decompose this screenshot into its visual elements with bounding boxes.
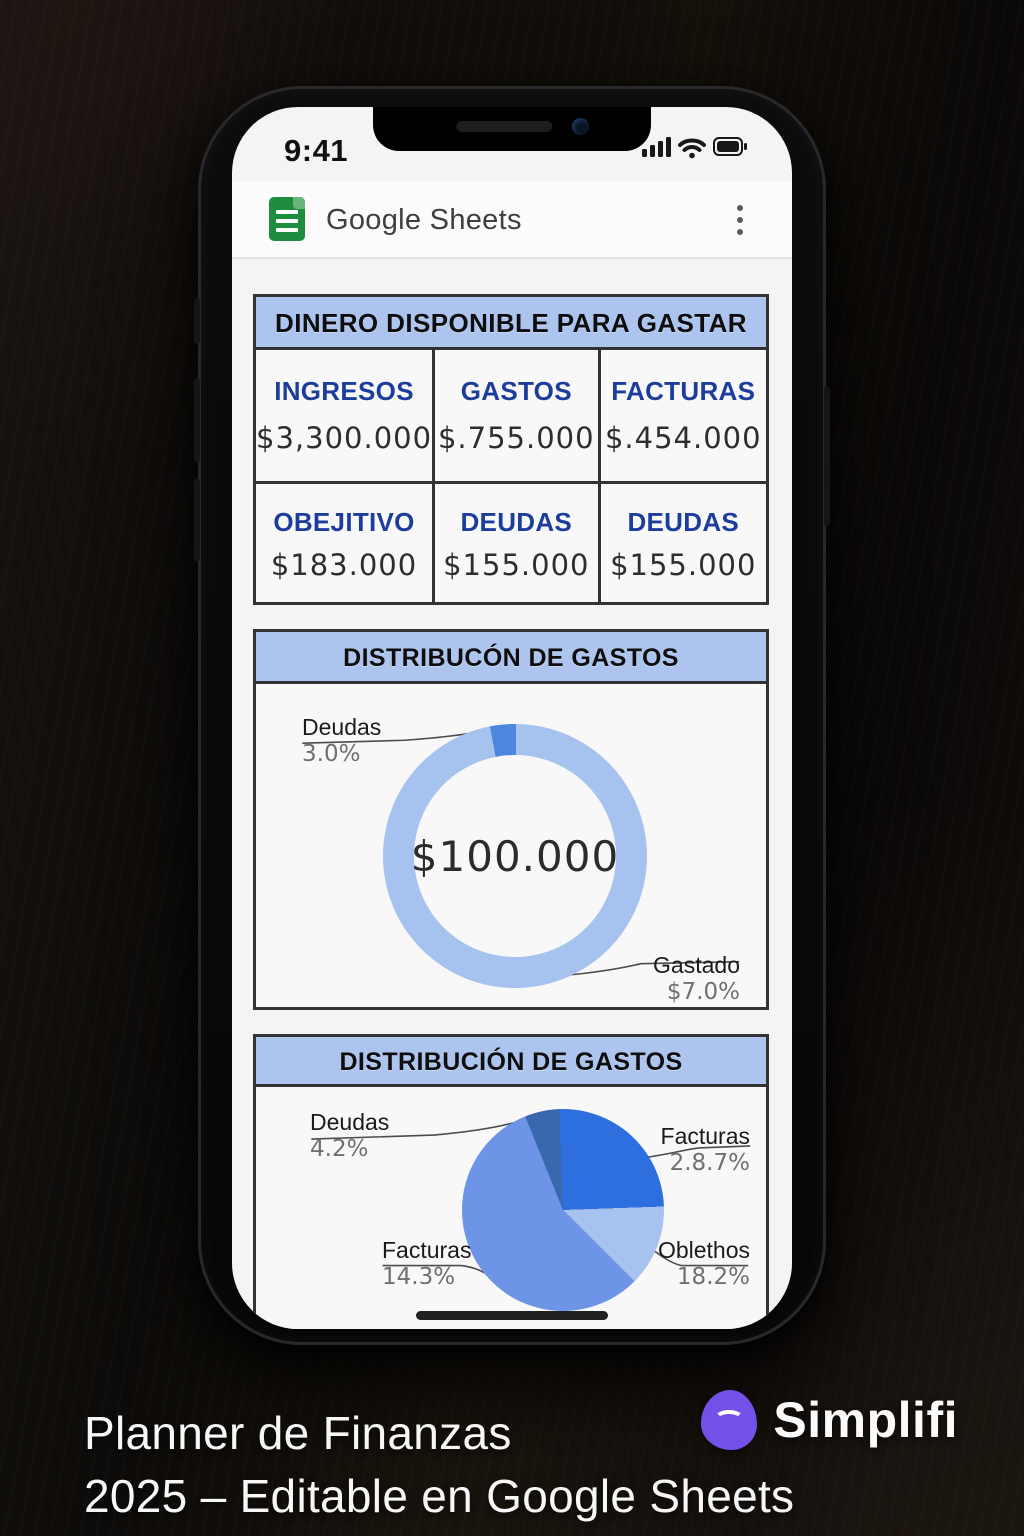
mute-switch <box>194 298 200 344</box>
volume-up-button <box>194 378 200 462</box>
summary-grid <box>256 350 766 605</box>
header-divider <box>232 257 792 259</box>
donut-chart-title: DISTRIBUCÓN DE GASTOS <box>256 632 766 684</box>
brand-name: Simplifi <box>773 1392 958 1448</box>
volume-down-button <box>194 478 200 562</box>
signal-strength-icon <box>642 137 671 157</box>
cell-ingresos[interactable] <box>256 350 435 484</box>
callout-name: Deudas <box>302 714 382 740</box>
brand-lockup <box>701 1390 958 1450</box>
cell-deudas-1[interactable] <box>435 484 600 605</box>
cell-value: $.755.000 <box>437 421 595 455</box>
phone-screen <box>232 107 792 1329</box>
google-sheets-icon <box>269 197 305 241</box>
pie-callout-facturas-bottom <box>382 1237 471 1290</box>
callout-pct: 2.8.7% <box>669 1150 750 1176</box>
callout-pct: 14.3% <box>382 1264 456 1290</box>
footer-caption <box>84 1402 794 1528</box>
home-indicator[interactable] <box>416 1311 608 1320</box>
callout-name: Facturas <box>382 1237 472 1263</box>
donut-callout-deudas <box>302 714 381 767</box>
cell-deudas-2[interactable] <box>601 484 766 605</box>
callout-name: Oblethos <box>657 1237 750 1263</box>
caption-line-2: 2025 – Editable en Google Sheets <box>84 1470 795 1522</box>
front-camera <box>572 118 589 135</box>
cell-gastos[interactable] <box>435 350 600 484</box>
callout-pct: 4.2% <box>310 1136 369 1162</box>
pie-callout-deudas <box>310 1109 389 1162</box>
caption-line-1: Planner de Finanzas <box>84 1407 512 1459</box>
cell-value: $.454.000 <box>604 421 762 455</box>
cell-label: OBEJITIVO <box>273 507 415 537</box>
app-title: Google Sheets <box>326 204 522 236</box>
speaker-grille <box>456 121 552 132</box>
donut-chart-card <box>253 629 769 1010</box>
pie-chart-card <box>253 1034 769 1329</box>
overflow-menu-icon[interactable] <box>720 197 760 243</box>
callout-pct: 18.2% <box>676 1264 750 1290</box>
callout-name: Deudas <box>310 1109 390 1135</box>
cell-facturas[interactable] <box>601 350 766 484</box>
cell-value: $155.000 <box>610 548 757 582</box>
cell-label: DEUDAS <box>627 507 740 537</box>
simplifi-logo-icon <box>701 1390 757 1450</box>
summary-table-title: DINERO DISPONIBLE PARA GASTAR <box>256 297 766 350</box>
notch <box>373 107 651 151</box>
cell-obejitivo[interactable] <box>256 484 435 605</box>
cell-value: $3,300.000 <box>256 421 433 455</box>
cell-label: DEUDAS <box>460 507 573 537</box>
pie-callout-oblethos <box>658 1237 750 1290</box>
logo-arc <box>714 1410 744 1428</box>
battery-icon <box>714 138 747 155</box>
power-button <box>824 386 830 526</box>
cell-value: $183.000 <box>270 548 418 582</box>
clock: 9:41 <box>284 133 349 168</box>
cell-label: FACTURAS <box>611 376 756 406</box>
callout-name: Facturas <box>660 1123 750 1149</box>
pie <box>462 1109 664 1311</box>
donut-center-value: $100.000 <box>410 831 620 881</box>
wifi-icon <box>680 141 704 151</box>
cell-label: INGRESOS <box>274 376 414 406</box>
callout-name: Gastado <box>653 952 740 978</box>
callout-pct: $7.0% <box>666 979 740 1005</box>
cell-value: $155.000 <box>443 548 590 582</box>
pie-chart-title: DISTRIBUCIÓN DE GASTOS <box>256 1037 766 1087</box>
cell-label: GASTOS <box>460 376 572 406</box>
pie-callout-facturas-right <box>661 1123 750 1176</box>
app-header <box>232 181 792 259</box>
phone-mockup <box>198 86 826 1345</box>
callout-pct: 3.0% <box>302 741 361 767</box>
donut-ring <box>383 724 647 988</box>
donut-hole <box>410 755 620 957</box>
status-icons <box>642 135 748 166</box>
summary-table-card <box>253 294 769 605</box>
donut-callout-gastado <box>653 952 740 1005</box>
